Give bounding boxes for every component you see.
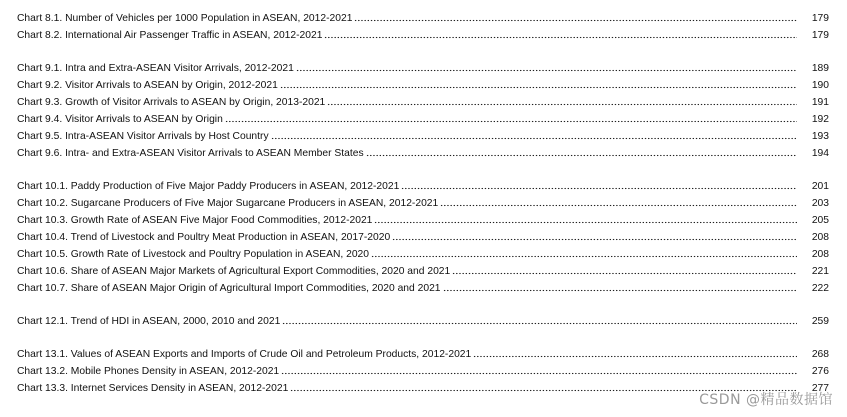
toc-entry-title: Chart 10.2. Sugarcane Producers of Five Major Sugarcane Producers in ASEAN, 2012-2021 (17, 198, 439, 209)
toc-entry-title: Chart 10.4. Trend of Livestock and Poultry Meat Production in ASEAN, 2017-2020 (17, 232, 391, 243)
toc-entry-page: 192 (811, 114, 829, 125)
toc-entry[interactable] (17, 344, 829, 361)
toc-entry-title: Chart 8.1. Number of Vehicles per 1000 Population in ASEAN, 2012-2021 (17, 13, 353, 24)
toc-entry-page: 276 (811, 366, 829, 377)
toc-entry-page: 221 (811, 266, 829, 277)
toc-entry-page: 189 (811, 63, 829, 74)
toc-entry[interactable] (17, 92, 829, 109)
toc-group-chapter-9 (17, 58, 829, 160)
toc-entry[interactable] (17, 176, 829, 193)
toc-entry[interactable] (17, 311, 829, 328)
dot-leader (324, 36, 797, 39)
toc-entry-title: Chart 9.2. Visitor Arrivals to ASEAN by Origin, 2012-2021 (17, 80, 278, 91)
dot-leader (371, 255, 797, 258)
toc-entry[interactable] (17, 261, 829, 278)
toc-entry-page: 205 (811, 215, 829, 226)
toc-entry-page: 201 (811, 181, 829, 192)
toc-entry-page: 190 (811, 80, 829, 91)
toc-entry-page: 259 (811, 316, 829, 327)
toc-entry-page: 179 (811, 30, 829, 41)
toc-entry-title: Chart 13.2. Mobile Phones Density in ASEAN, 2012-2021 (17, 366, 280, 377)
toc-entry-page: 268 (811, 349, 829, 360)
dot-leader (401, 187, 797, 190)
dot-leader (271, 137, 797, 140)
dot-leader (366, 154, 797, 157)
toc-entry[interactable] (17, 210, 829, 227)
dot-leader (452, 272, 797, 275)
toc-entry-page: 179 (811, 13, 829, 24)
toc-entry-title: Chart 9.6. Intra- and Extra-ASEAN Visitor Arrivals to ASEAN Member States (17, 148, 364, 159)
toc-entry-title: Chart 9.1. Intra and Extra-ASEAN Visitor Arrivals, 2012-2021 (17, 63, 294, 74)
toc-entry-page: 191 (811, 97, 829, 108)
dot-leader (440, 204, 797, 207)
toc-entry-page: 193 (811, 131, 829, 142)
toc-entry-title: Chart 13.3. Internet Services Density in ASEAN, 2012-2021 (17, 383, 289, 394)
toc-entry[interactable] (17, 58, 829, 75)
dot-leader (443, 289, 797, 292)
toc-entry-page: 222 (811, 283, 829, 294)
dot-leader (281, 372, 797, 375)
toc-entry[interactable] (17, 25, 829, 42)
toc-entry[interactable] (17, 126, 829, 143)
toc-entry[interactable] (17, 244, 829, 261)
toc-entry-title: Chart 13.1. Values of ASEAN Exports and Imports of Crude Oil and Petroleum Products, 2012-2021 (17, 349, 472, 360)
toc-entry-title: Chart 10.6. Share of ASEAN Major Markets of Agricultural Export Commodities, 2020 and 2021 (17, 266, 451, 277)
toc-entry-title: Chart 10.7. Share of ASEAN Major Origin of Agricultural Import Commodities, 2020 and 2021 (17, 283, 441, 294)
toc-entry[interactable] (17, 75, 829, 92)
toc-entry-title: Chart 10.5. Growth Rate of Livestock and Poultry Population in ASEAN, 2020 (17, 249, 370, 260)
toc-entry-page: 277 (811, 383, 829, 394)
toc-entry-page: 194 (811, 148, 829, 159)
toc-entry-title: Chart 10.3. Growth Rate of ASEAN Five Major Food Commodities, 2012-2021 (17, 215, 373, 226)
toc-group-chapter-12 (17, 311, 829, 328)
dot-leader (282, 322, 797, 325)
toc-entry-page: 208 (811, 232, 829, 243)
dot-leader (392, 238, 797, 241)
table-of-contents (17, 8, 829, 395)
toc-entry-title: Chart 9.5. Intra-ASEAN Visitor Arrivals by Host Country (17, 131, 269, 142)
toc-entry-title: Chart 10.1. Paddy Production of Five Major Paddy Producers in ASEAN, 2012-2021 (17, 181, 400, 192)
toc-group-chapter-13 (17, 344, 829, 395)
dot-leader (473, 355, 797, 358)
toc-entry[interactable] (17, 278, 829, 295)
toc-group-chapter-8 (17, 8, 829, 42)
toc-entry[interactable] (17, 227, 829, 244)
dot-leader (296, 69, 797, 72)
toc-entry[interactable] (17, 143, 829, 160)
toc-entry[interactable] (17, 193, 829, 210)
toc-group-chapter-10 (17, 176, 829, 295)
toc-entry-title: Chart 9.3. Growth of Visitor Arrivals to ASEAN by Origin, 2013-2021 (17, 97, 326, 108)
toc-entry-page: 208 (811, 249, 829, 260)
toc-entry-title: Chart 8.2. International Air Passenger Traffic in ASEAN, 2012-2021 (17, 30, 323, 41)
toc-entry[interactable] (17, 8, 829, 25)
watermark-text: CSDN @精品数据馆 (699, 392, 833, 408)
dot-leader (280, 86, 797, 89)
toc-entry[interactable] (17, 109, 829, 126)
toc-entry-title: Chart 9.4. Visitor Arrivals to ASEAN by Origin (17, 114, 223, 125)
toc-entry-title: Chart 12.1. Trend of HDI in ASEAN, 2000, 2010 and 2021 (17, 316, 281, 327)
dot-leader (327, 103, 797, 106)
toc-entry-page: 203 (811, 198, 829, 209)
dot-leader (225, 120, 797, 123)
dot-leader (354, 19, 797, 22)
toc-entry[interactable] (17, 361, 829, 378)
dot-leader (374, 221, 797, 224)
